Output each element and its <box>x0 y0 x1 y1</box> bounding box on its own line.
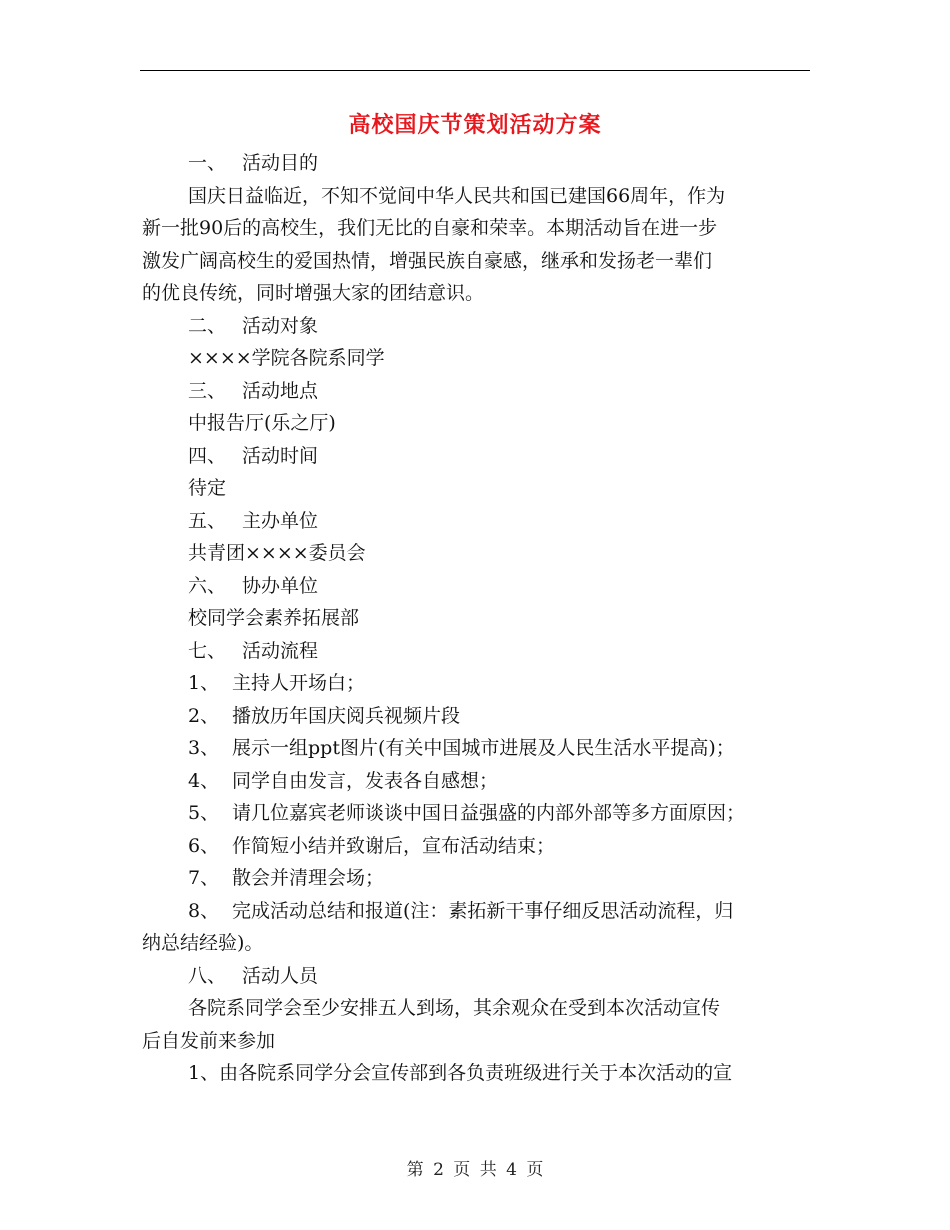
paragraph-line: 各院系同学会至少安排五人到场，其余观众在受到本次活动宣传 <box>188 997 721 1019</box>
section-heading-process <box>142 635 810 668</box>
section-heading-time <box>142 440 810 473</box>
target-text: ××××学院各院系同学 <box>188 347 385 369</box>
section-number: 六、 <box>188 574 227 597</box>
process-item <box>142 895 810 928</box>
item-text: 请几位嘉宾老师谈谈中国日益强盛的内部外部等多方面原因； <box>232 802 746 824</box>
item-text: 完成活动总结和报道(注：素拓新干事仔细反思活动流程，归 <box>232 899 734 922</box>
paragraph-line: 激发广阔高校生的爱国热情，增强民族自豪感，继承和发扬老一辈们 <box>142 249 713 272</box>
section-number: 二、 <box>188 314 227 337</box>
page-number-footer: 第 2 页 共 4 页 <box>406 1160 544 1180</box>
section-heading-organizer <box>142 505 810 538</box>
process-item <box>142 732 810 765</box>
item-text: 展示一组ppt图片(有关中国城市进展及人民生活水平提高)； <box>232 737 735 759</box>
document-title: 高校国庆节策划活动方案 <box>348 112 602 138</box>
time-text: 待定 <box>188 477 227 499</box>
document-body <box>142 147 810 1090</box>
section-number: 五、 <box>188 509 227 532</box>
process-item <box>142 700 810 733</box>
section-number: 八、 <box>188 964 227 987</box>
section-number: 七、 <box>188 639 227 662</box>
section-number: 一、 <box>188 152 227 174</box>
co-organizer-text: 校同学会素养拓展部 <box>188 607 360 629</box>
section-number: 三、 <box>188 379 227 402</box>
process-item <box>142 667 810 700</box>
process-item <box>142 797 810 830</box>
process-item <box>142 765 810 798</box>
section-number: 四、 <box>188 444 227 467</box>
paragraph-line: 新一批90后的高校生，我们无比的自豪和荣幸。本期活动旨在进一步 <box>142 217 718 239</box>
item-number: 5、 <box>188 802 220 824</box>
process-item-continuation: 纳总结经验)。 <box>142 932 264 954</box>
item-number: 1、 <box>188 672 220 694</box>
item-number: 3、 <box>188 737 220 759</box>
header-rule <box>140 70 810 71</box>
section-heading-location <box>142 375 810 408</box>
item-text: 播放历年国庆阅兵视频片段 <box>232 704 461 727</box>
location-text: 中报告厅(乐之厅) <box>188 412 336 434</box>
item-number: 8、 <box>188 899 220 922</box>
paragraph-line: 的优良传统，同时增强大家的团结意识。 <box>142 282 485 304</box>
section-heading-purpose <box>142 147 810 180</box>
paragraph-line: 1、由各院系同学分会宣传部到各负责班级进行关于本次活动的宣 <box>188 1062 733 1084</box>
section-label: 活动流程 <box>242 639 319 662</box>
process-item <box>142 830 810 863</box>
organizer-text: 共青团××××委员会 <box>188 542 366 564</box>
item-text: 散会并清理会场； <box>232 867 385 889</box>
paragraph-line: 国庆日益临近，不知不觉间中华人民共和国已建国66周年，作为 <box>188 184 726 207</box>
paragraph-line: 后自发前来参加 <box>142 1029 276 1052</box>
section-label: 活动对象 <box>242 314 319 337</box>
section-heading-personnel <box>142 960 810 993</box>
item-text: 作简短小结并致谢后，宣布活动结束； <box>232 834 556 857</box>
process-item <box>142 862 810 895</box>
section-label: 活动人员 <box>242 964 319 987</box>
section-label: 活动地点 <box>242 379 319 402</box>
item-number: 4、 <box>188 769 220 792</box>
item-number: 6、 <box>188 834 220 857</box>
section-label: 活动时间 <box>242 444 319 467</box>
item-number: 2、 <box>188 704 220 727</box>
section-label: 协办单位 <box>242 574 319 597</box>
section-label: 活动目的 <box>242 152 319 174</box>
section-label: 主办单位 <box>242 509 319 532</box>
item-text: 同学自由发言，发表各自感想； <box>232 769 499 792</box>
item-text: 主持人开场白； <box>232 672 366 694</box>
section-heading-target <box>142 310 810 343</box>
section-heading-co-organizer <box>142 570 810 603</box>
item-number: 7、 <box>188 867 220 889</box>
